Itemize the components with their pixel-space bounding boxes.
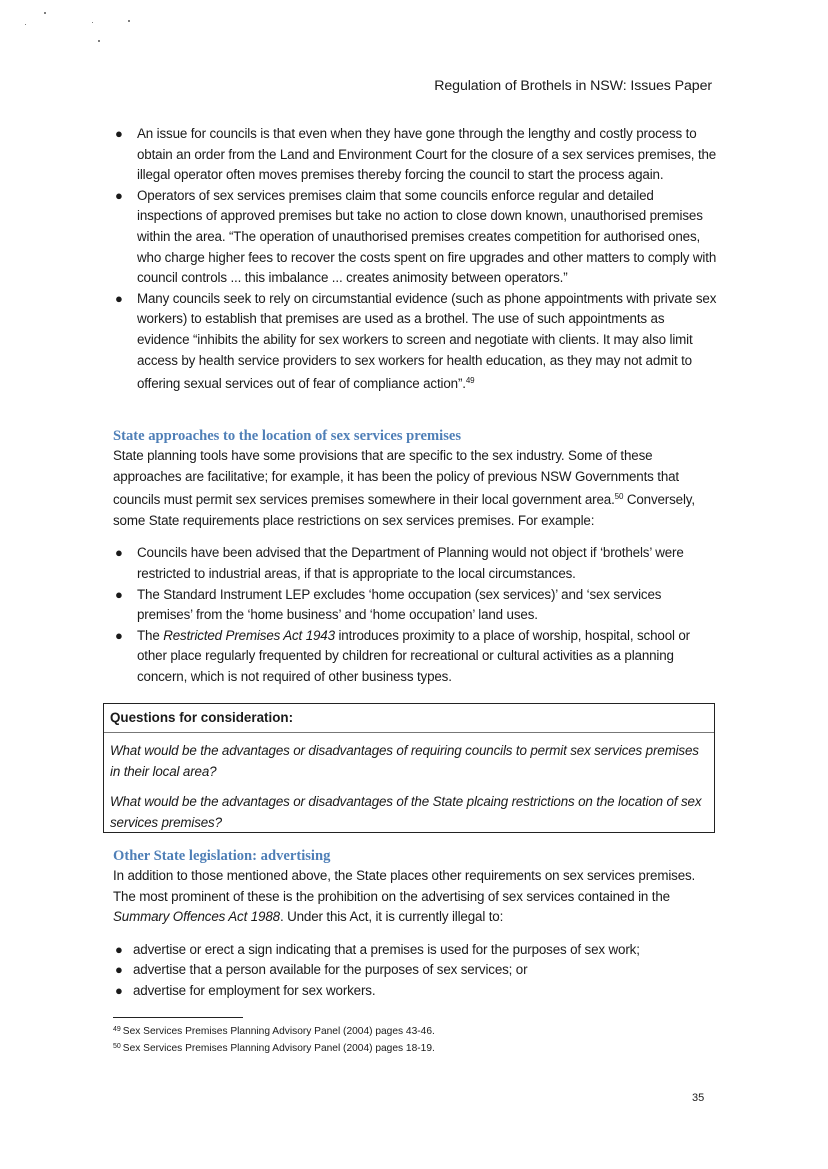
bullet-icon: ●	[115, 982, 123, 998]
divider	[104, 732, 714, 733]
scan-speck	[128, 20, 130, 22]
paragraph-text: . Under this Act, it is currently illegal to:	[279, 909, 504, 925]
question-2: What would be the advantages or disadvantages of the State plcaing restrictions on the location of sex services premises?	[110, 794, 702, 830]
footnotes	[113, 1022, 435, 1056]
footnote-ref: 50	[614, 492, 624, 502]
page-number: 35	[692, 1092, 705, 1104]
list-item-text: Operators of sex services premises claim that some councils enforce regular and detailed inspections of approved premises but take no action to close down known, unauthorised premises within the area. “The operation of unauthorised premises creates competition for authorised ones, who charge higher fees to recover the costs spent on fire upgrades and other matters to comply with council controls ... this imbalance ... creates animosity between operators.”	[137, 187, 717, 286]
list-item	[113, 289, 718, 395]
footnote-text: Sex Services Premises Planning Advisory Panel (2004) pages 18-19.	[122, 1043, 435, 1054]
top-bullet-list	[113, 124, 718, 395]
scan-speck	[98, 40, 100, 42]
footnote	[113, 1039, 435, 1056]
scan-speck	[92, 22, 93, 23]
paragraph-text: State planning tools have some provisions that are specific to the sex industry. Some of these approaches are facilitative; for example, it has been the policy of previous NSW Governments that councils must permit sex services premises somewhere in their local government area.	[113, 448, 680, 508]
top-bullet-list-container	[113, 124, 718, 395]
footnote-divider	[113, 1017, 243, 1018]
section-paragraph	[113, 866, 718, 928]
section-heading: Other State legislation: advertising	[113, 848, 331, 864]
section-bullet-list	[113, 543, 718, 687]
list-item-text: Councils have been advised that the Department of Planning would not object if ‘brothels’ were restricted to industrial areas, if that is appropriate to the local circumstances.	[137, 545, 684, 581]
bullet-icon: ●	[115, 187, 123, 203]
list-item	[113, 981, 718, 1002]
question-1: What would be the advantages or disadvantages of requiring councils to permit sex services premises in their local area?	[110, 743, 699, 779]
list-item-text: The Standard Instrument LEP excludes ‘home occupation (sex services)’ and ‘sex services premises’ from the ‘home business’ and ‘home occupation’ land uses.	[137, 586, 662, 623]
section-bullet-list	[113, 940, 718, 1002]
questions-title: Questions for consideration:	[110, 710, 294, 725]
scan-speck	[25, 24, 26, 25]
act-title: Summary Offences Act 1988	[113, 909, 280, 925]
act-title: Restricted Premises Act 1943	[163, 627, 335, 643]
list-item	[113, 626, 718, 688]
bullet-icon: ●	[115, 962, 123, 978]
paragraph-text: In addition to those mentioned above, the State places other requirements on sex services premises. The most prominent of these is the prohibition on the advertising of sex services contained in the	[113, 868, 696, 904]
list-item	[113, 940, 718, 961]
list-item-text: advertise that a person available for the purposes of sex services; or	[133, 962, 528, 978]
footnote-ref: 49	[465, 376, 475, 386]
list-item-text: advertise for employment for sex workers.	[133, 982, 376, 998]
list-item-text: The	[137, 627, 164, 643]
scan-speck	[44, 12, 46, 14]
footnote-number: 49	[113, 1026, 121, 1033]
bullet-icon: ●	[115, 290, 123, 306]
section-heading: State approaches to the location of sex services premises	[113, 428, 462, 444]
section-location	[113, 426, 718, 688]
section-advertising	[113, 846, 718, 1002]
bullet-icon: ●	[115, 126, 123, 141]
bullet-icon: ●	[115, 627, 123, 643]
section-paragraph	[113, 446, 718, 531]
list-item-text: advertise or erect a sign indicating that a premises is used for the purposes of sex work;	[133, 941, 640, 957]
running-header: Regulation of Brothels in NSW: Issues Paper	[434, 78, 712, 94]
footnote-number: 50	[113, 1043, 121, 1050]
paragraph-text: Conversely, some State requirements place restrictions on sex services premises. For example:	[113, 492, 695, 528]
list-item	[113, 960, 718, 981]
footnote	[113, 1022, 435, 1039]
list-item-text: Many councils seek to rely on circumstantial evidence (such as phone appointments with private sex workers) to establish that premises are used as a brothel. The use of such appointments as evidence “inhibits the ability for sex workers to screen and negotiate with clients. It may also limit access by health service providers to sex workers for health education, as they may not admit to offering sexual services out of fear of compliance action”.	[137, 290, 717, 392]
footnote-text: Sex Services Premises Planning Advisory Panel (2004) pages 43-46.	[122, 1026, 435, 1037]
bullet-icon: ●	[115, 545, 123, 561]
list-item	[113, 585, 718, 626]
questions-box	[103, 703, 715, 833]
list-item-text: introduces proximity to a place of worship, hospital, school or other place regularly frequented by children for recreational or cultural activities as a planning concern, which is not required of other business types.	[137, 627, 690, 684]
list-item-text: An issue for councils is that even when they have gone through the lengthy and costly process to obtain an order from the Land and Environment Court for the closure of a sex services premises, the illegal operator often moves premises thereby forcing the council to start the process again.	[137, 126, 717, 183]
list-item	[113, 124, 718, 186]
bullet-icon: ●	[115, 586, 123, 602]
list-item	[113, 186, 718, 289]
list-item	[113, 543, 718, 584]
bullet-icon: ●	[115, 941, 123, 957]
